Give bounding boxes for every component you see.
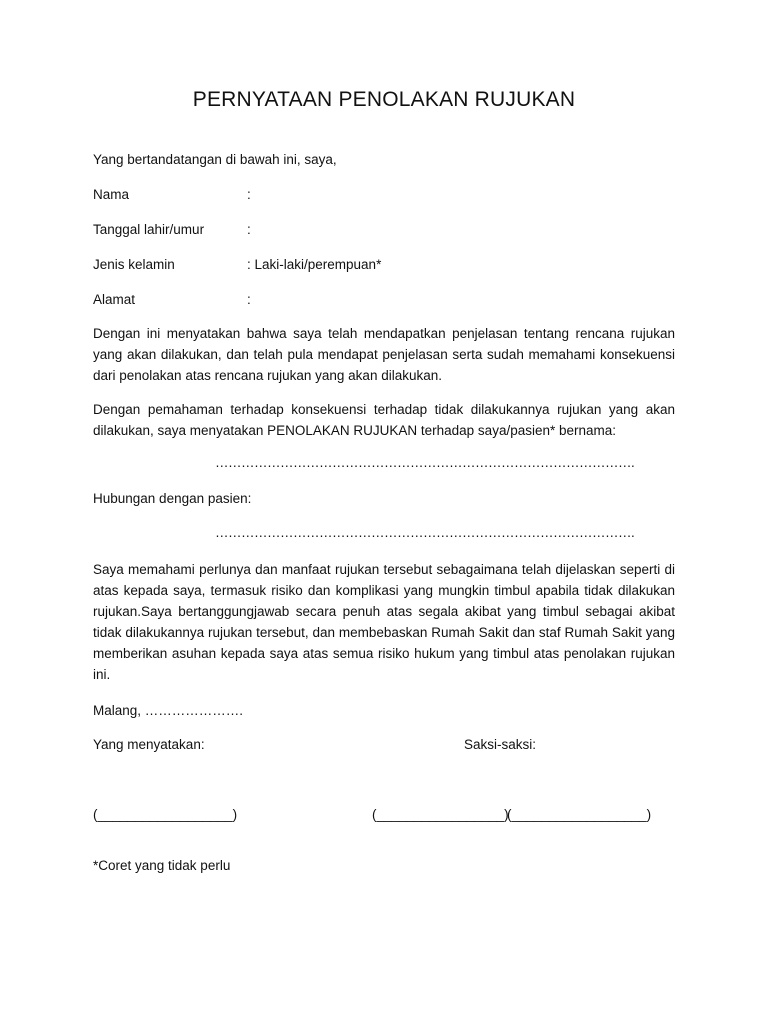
- footnote: *Coret yang tidak perlu: [93, 858, 231, 873]
- intro-text: Yang bertandatangan di bawah ini, saya,: [93, 152, 337, 167]
- paragraph-penjelasan: Dengan ini menyatakan bahwa saya telah mendapatkan penjelasan tentang rencana rujukan yang akan dilakukan, dan telah pula mendapat penjelasan serta sudah memahami konsekuensi dari penolakan atas rencana rujukan yang akan dilakukan.: [93, 326, 675, 383]
- witness-1-signature-line: (_________________): [372, 807, 509, 822]
- relationship-label: Hubungan dengan pasien:: [93, 491, 252, 506]
- field-label-tanggal-lahir: Tanggal lahir/umur: [93, 222, 205, 237]
- field-value-jenis-kelamin: : Laki-laki/perempuan*: [247, 257, 382, 272]
- field-value-nama: :: [247, 187, 251, 202]
- field-label-nama: Nama: [93, 187, 130, 202]
- field-value-tanggal-lahir: :: [247, 222, 251, 237]
- field-value-alamat: :: [247, 292, 251, 307]
- declarant-label: Yang menyatakan:: [93, 737, 205, 752]
- witnesses-label: Saksi-saksi:: [464, 737, 537, 752]
- paragraph-tanggung-jawab: Saya memahami perlunya dan manfaat rujukan tersebut sebagaimana telah dijelaskan seperti di atas kepada saya, termasuk risiko dan komplikasi yang mungkin timbul apabila tidak dilakukan rujukan.Saya bertanggungjawab secara penuh atas segala akibat yang timbul sebagai akibat tidak dilakukannya rujukan tersebut, dan membebaskan Rumah Sakit dan staf Rumah Sakit yang memberikan asuhan kepada saya atas semua risiko hukum yang timbul atas penolakan rujukan ini.: [93, 562, 675, 682]
- patient-name-line: …………………………………………………………………………………….: [215, 455, 635, 470]
- field-label-alamat: Alamat: [93, 292, 136, 307]
- field-label-jenis-kelamin: Jenis kelamin: [93, 257, 175, 272]
- relationship-line: …………………………………………………………………………………….: [215, 525, 635, 540]
- place-date: Malang, ………………….: [93, 703, 244, 718]
- paragraph-pernyataan: Dengan pemahaman terhadap konsekuensi terhadap tidak dilakukannya rujukan yang akan dilakukan, saya menyatakan PENOLAKAN RUJUKAN terhadap saya/pasien* bernama:: [93, 402, 675, 438]
- witness-2-signature-line: (__________________): [507, 807, 652, 822]
- document-title: PERNYATAAN PENOLAKAN RUJUKAN: [192, 88, 576, 111]
- declarant-signature-line: (__________________): [93, 807, 238, 822]
